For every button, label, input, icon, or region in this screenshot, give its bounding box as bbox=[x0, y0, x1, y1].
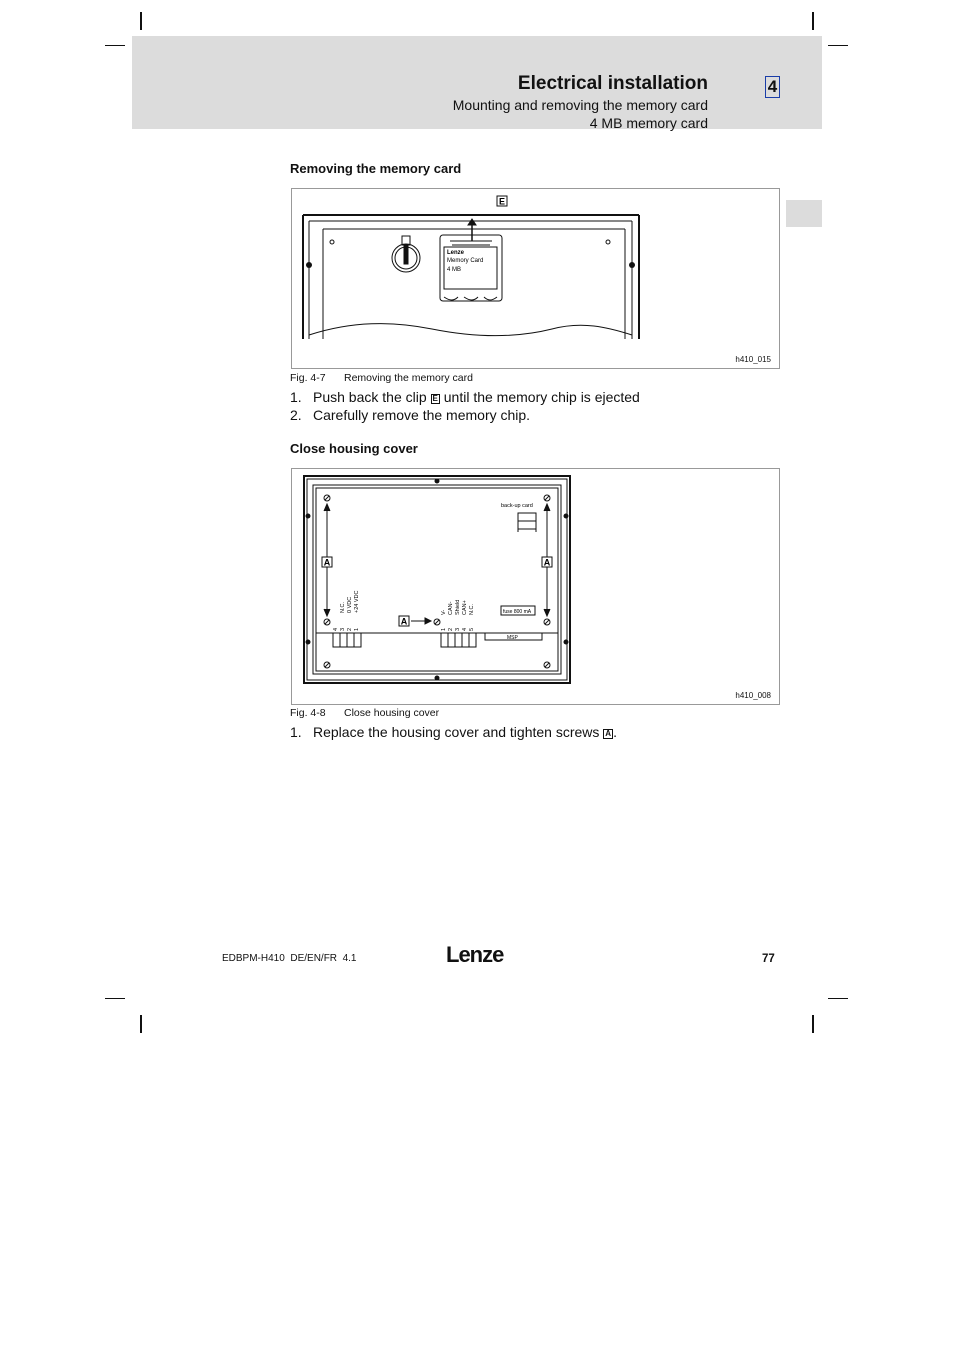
marker-a-right bbox=[542, 557, 552, 568]
x1-signal-label: 0 VDC bbox=[347, 596, 353, 613]
x2-pin-label: 1 bbox=[441, 627, 447, 631]
crop-mark bbox=[828, 45, 848, 46]
device-drawing-top bbox=[292, 189, 779, 368]
section-heading-removing: Removing the memory card bbox=[290, 161, 462, 176]
caption-text: Close housing cover bbox=[344, 707, 440, 719]
backup-card-label: back-up card bbox=[501, 503, 533, 509]
x2-signal-label: N.C. bbox=[469, 604, 475, 615]
figure-caption bbox=[290, 372, 473, 384]
fuse-label: fuse 800 mA bbox=[503, 609, 532, 615]
x1-pin-label: 2 bbox=[347, 627, 353, 631]
x2-signal-label: CAN- bbox=[448, 601, 454, 615]
figure-image-id: h410_015 bbox=[735, 355, 771, 364]
connector-x1-labels bbox=[333, 591, 360, 631]
marker-e: E bbox=[498, 196, 506, 207]
page-title: Electrical installation bbox=[517, 73, 708, 94]
chapter-side-tab bbox=[786, 200, 822, 227]
svg-text:A: A bbox=[400, 616, 408, 627]
marker-a-inline: A bbox=[605, 729, 612, 738]
card-type-label: Memory Card bbox=[447, 258, 484, 264]
crop-mark bbox=[105, 45, 125, 46]
page-number: 77 bbox=[762, 953, 775, 965]
step-number: 2. bbox=[290, 407, 302, 423]
header-band bbox=[132, 36, 822, 129]
x1-signal-label: N.C. bbox=[340, 602, 346, 613]
marker-a-bottom bbox=[399, 616, 409, 627]
caption-text: Removing the memory card bbox=[344, 372, 473, 384]
svg-text:A: A bbox=[323, 557, 331, 568]
figure-caption bbox=[290, 707, 439, 719]
caption-number: Fig. 4-7 bbox=[290, 372, 326, 384]
step-text: Replace the housing cover and tighten screws bbox=[313, 724, 600, 740]
footer-document-id: EDBPM-H410 DE/EN/FR 4.1 bbox=[222, 953, 357, 964]
x2-signal-label: V- bbox=[441, 609, 447, 615]
x2-pin-label: 4 bbox=[462, 627, 468, 631]
page-subtitle: Mounting and removing the memory card bbox=[452, 97, 708, 113]
step-text: Carefully remove the memory chip. bbox=[313, 407, 531, 423]
step-number: 1. bbox=[290, 724, 302, 740]
marker-e-inline: E bbox=[432, 394, 438, 403]
step-item bbox=[290, 407, 530, 423]
crop-mark bbox=[812, 12, 814, 30]
step-text-continued: . bbox=[613, 724, 617, 740]
step-text-continued: until the memory chip is ejected bbox=[443, 389, 640, 405]
msp-label: MSP bbox=[507, 635, 518, 641]
x2-pin-label: 3 bbox=[455, 627, 461, 631]
crop-mark bbox=[140, 1015, 142, 1033]
page-subtitle-2: 4 MB memory card bbox=[589, 115, 708, 131]
x2-signal-label: Shield bbox=[455, 599, 461, 615]
connector-x2-labels bbox=[441, 600, 475, 631]
device-drawing-back bbox=[292, 469, 779, 704]
card-brand-label: Lenze bbox=[447, 250, 465, 256]
x1-pin-label: 3 bbox=[340, 627, 346, 631]
x1-signal-label: +24 VDC bbox=[354, 590, 360, 613]
crop-mark bbox=[828, 998, 848, 999]
svg-text:A: A bbox=[543, 557, 551, 568]
crop-mark bbox=[140, 12, 142, 30]
x1-pin-label: 1 bbox=[354, 627, 360, 631]
step-item bbox=[290, 724, 617, 740]
x1-pin-label: 4 bbox=[333, 627, 339, 631]
figure-removing-memory-card bbox=[291, 188, 780, 369]
x2-pin-label: 2 bbox=[448, 627, 454, 631]
x2-signal-label: CAN+ bbox=[462, 600, 468, 615]
section-heading-close-cover: Close housing cover bbox=[290, 441, 418, 456]
figure-image-id: h410_008 bbox=[735, 691, 771, 700]
card-size-label: 4 MB bbox=[447, 267, 462, 273]
marker-a-left bbox=[322, 557, 332, 568]
chapter-number: 4 bbox=[765, 76, 780, 98]
caption-number: Fig. 4-8 bbox=[290, 707, 326, 719]
step-item bbox=[290, 389, 640, 405]
figure-close-housing-cover bbox=[291, 468, 780, 705]
step-number: 1. bbox=[290, 389, 302, 405]
x2-pin-label: 5 bbox=[469, 627, 475, 631]
crop-mark bbox=[105, 998, 125, 999]
crop-mark bbox=[812, 1015, 814, 1033]
step-text: Push back the clip bbox=[313, 389, 427, 405]
lenze-logo: Lenze bbox=[446, 942, 504, 967]
